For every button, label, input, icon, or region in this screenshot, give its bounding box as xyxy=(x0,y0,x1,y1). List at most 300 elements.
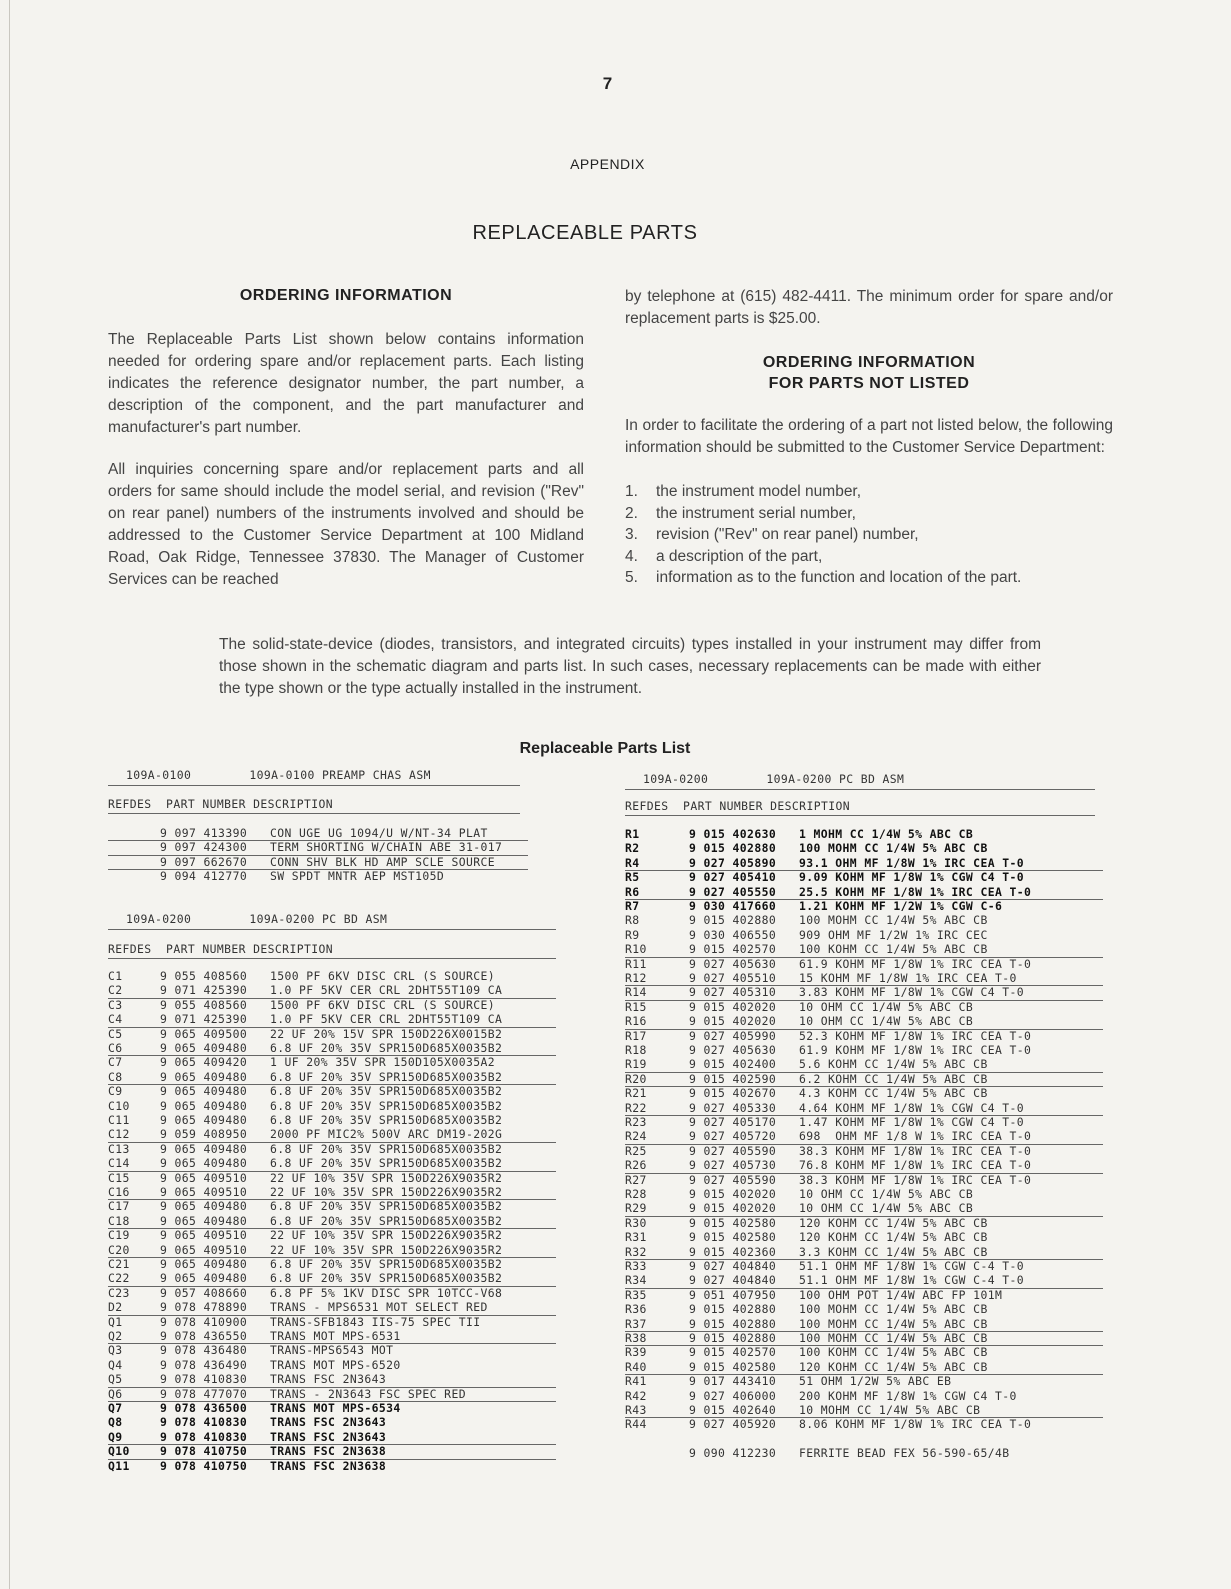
part-number: 9 015 402880 xyxy=(689,913,777,928)
table-row xyxy=(108,855,528,870)
part-number: 9 015 402880 xyxy=(689,1331,777,1345)
list-number: 2. xyxy=(625,504,638,522)
table-row xyxy=(108,1099,556,1113)
part-description: CON UGE UG 1094/U W/NT-34 PLAT xyxy=(270,826,488,840)
list-text: the instrument model number, xyxy=(656,483,862,500)
table-row xyxy=(108,1199,556,1213)
part-number: 9 027 405170 xyxy=(689,1115,777,1129)
table-row xyxy=(625,1302,1103,1316)
part-description: TRANS-MPS6543 MOT xyxy=(270,1343,394,1358)
part-number: 9 078 410830 xyxy=(160,1429,248,1444)
part-description: 6.8 PF 5% 1KV DISC SPR 10TCC-V68 xyxy=(270,1285,503,1300)
ordering-para-1: The Replaceable Parts List shown below contains information needed for ordering spare and/or replacement parts. Each listing indicates the reference designator number, the part number, a description of the component, and the part manufacturer and manufacturer's part number. xyxy=(108,331,584,436)
table-row xyxy=(108,1214,556,1229)
refdes: C22 xyxy=(108,1271,130,1286)
ordering-heading: ORDERING INFORMATION xyxy=(239,287,453,304)
part-description: TRANS MOT MPS-6520 xyxy=(270,1357,401,1372)
table-row xyxy=(625,1201,1103,1216)
part-description: 61.9 KOHM MF 1/8W 1% IRC CEA T-0 xyxy=(799,956,1032,971)
part-number: 9 015 402580 xyxy=(689,1230,777,1245)
refdes: R42 xyxy=(625,1388,647,1403)
part-description: 25.5 KOHM MF 1/8W 1% IRC CEA T-0 xyxy=(799,884,1032,899)
part-number: 9 065 409480 xyxy=(160,1271,248,1286)
refdes: Q10 xyxy=(108,1444,130,1459)
part-description: 100 MOHM CC 1/4W 5% ABC CB xyxy=(799,1302,988,1317)
part-number: 9 078 410750 xyxy=(160,1444,248,1459)
refdes: Q9 xyxy=(108,1429,123,1444)
table-row xyxy=(108,1387,556,1402)
part-number: 9 078 410830 xyxy=(160,1415,248,1430)
refdes: R7 xyxy=(625,899,640,913)
part-number: 9 078 477070 xyxy=(160,1386,248,1401)
refdes: R20 xyxy=(625,1071,647,1086)
refdes: R26 xyxy=(625,1158,647,1173)
list-number: 5. xyxy=(625,569,638,586)
part-number: 9 065 409480 xyxy=(160,1156,248,1171)
table-header: REFDES PART NUMBER DESCRIPTION xyxy=(108,797,333,811)
part-number: 9 065 409480 xyxy=(160,1141,248,1156)
part-number: 9 065 409510 xyxy=(160,1228,248,1243)
refdes: R2 xyxy=(625,841,640,856)
part-description: 120 KOHM CC 1/4W 5% ABC CB xyxy=(799,1230,988,1245)
not-listed-list xyxy=(625,481,1113,589)
part-description: TRANS MOT MPS-6534 xyxy=(270,1401,401,1415)
ordering-para-3: by telephone at (615) 482-4411. The minimum order for spare and/or replacement parts is $25.00. xyxy=(625,288,1113,327)
table-header: REFDES PART NUMBER DESCRIPTION xyxy=(108,942,333,956)
refdes: D2 xyxy=(108,1300,123,1315)
part-description: TERM SHORTING W/CHAIN ABE 31-017 xyxy=(270,840,503,855)
part-description: 10 OHM CC 1/4W 5% ABC CB xyxy=(799,1014,974,1029)
part-number: 9 065 409480 xyxy=(160,1084,248,1099)
table-row xyxy=(108,826,528,841)
part-number: 9 027 405410 xyxy=(689,870,777,885)
part-description: 4.3 KOHM CC 1/4W 5% ABC CB xyxy=(799,1086,988,1101)
part-number: 9 097 413390 xyxy=(160,826,248,840)
rule xyxy=(108,929,556,930)
part-description: 1.0 PF 5KV CER CRL 2DHT55T109 CA xyxy=(270,983,503,998)
not-listed-heading-line-1: ORDERING INFORMATION xyxy=(762,354,976,371)
part-number: 9 065 409480 xyxy=(160,1113,248,1127)
part-number: 9 027 405720 xyxy=(689,1129,777,1144)
table-row xyxy=(625,1029,1103,1043)
list-text: the instrument serial number, xyxy=(656,504,856,522)
part-number: 9 015 402400 xyxy=(689,1057,777,1072)
part-number: 9 030 406550 xyxy=(689,927,777,942)
refdes: C18 xyxy=(108,1213,130,1228)
refdes: R32 xyxy=(625,1244,647,1259)
table-row xyxy=(625,1014,1103,1029)
not-listed-item xyxy=(625,546,1113,568)
refdes: C12 xyxy=(108,1127,130,1142)
refdes: R24 xyxy=(625,1129,647,1144)
part-number: 9 094 412770 xyxy=(160,869,248,884)
part-description: 52.3 KOHM MF 1/8W 1% IRC CEA T-0 xyxy=(799,1028,1032,1043)
part-number: 9 015 402020 xyxy=(689,999,777,1014)
part-number: 9 015 402630 xyxy=(689,827,777,841)
table-row xyxy=(625,1331,1103,1346)
refdes: R36 xyxy=(625,1302,647,1317)
list-text: information as to the function and location of the part. xyxy=(656,569,1022,586)
table-row xyxy=(625,1115,1103,1129)
parts-table-preamp-chassis xyxy=(108,768,528,888)
part-number: 9 015 402670 xyxy=(689,1086,777,1101)
part-number: 9 078 410750 xyxy=(160,1458,248,1473)
refdes: R39 xyxy=(625,1345,647,1360)
part-number: 9 078 478890 xyxy=(160,1300,248,1315)
part-description: 100 MOHM CC 1/4W 5% ABC CB xyxy=(799,1331,988,1345)
table-row xyxy=(108,1286,556,1300)
part-description: FERRITE BEAD FEX 56-590-65/4B xyxy=(799,1445,1010,1460)
part-number: 9 015 402570 xyxy=(689,1345,777,1360)
part-description: TRANS-SFB1843 IIS-75 SPEC TII xyxy=(270,1314,481,1329)
table-row xyxy=(625,1158,1103,1173)
part-description: 100 OHM POT 1/4W ABC FP 101M xyxy=(799,1287,1003,1302)
refdes: C23 xyxy=(108,1285,130,1300)
refdes: Q4 xyxy=(108,1357,123,1372)
assembly-number: 109A-0200 xyxy=(126,912,192,926)
refdes: R4 xyxy=(625,855,640,870)
refdes: C15 xyxy=(108,1170,130,1185)
part-description: 22 UF 10% 35V SPR 150D226X9035R2 xyxy=(270,1242,503,1257)
list-number: 4. xyxy=(625,547,638,565)
part-number: 9 078 410830 xyxy=(160,1372,248,1387)
refdes: R9 xyxy=(625,927,640,942)
table-row xyxy=(108,1142,556,1156)
list-number: 3. xyxy=(625,526,638,543)
part-number: 9 030 417660 xyxy=(689,899,777,913)
part-description: SW SPDT MNTR AEP MST105D xyxy=(270,869,445,884)
part-number: 9 015 402570 xyxy=(689,942,777,957)
table-row xyxy=(625,913,1103,927)
assembly-description: 109A-0200 PC BD ASM xyxy=(766,772,905,786)
part-number: 9 027 404840 xyxy=(689,1273,777,1288)
part-number: 9 015 402580 xyxy=(689,1359,777,1374)
part-description: 22 UF 10% 35V SPR 150D226X9035R2 xyxy=(270,1170,503,1185)
part-description: 38.3 KOHM MF 1/8W 1% IRC CEA T-0 xyxy=(799,1143,1032,1158)
table-row xyxy=(108,1084,556,1098)
table-row xyxy=(625,1273,1103,1288)
part-number: 9 071 425390 xyxy=(160,1012,248,1027)
table-row xyxy=(108,1430,556,1445)
table-row xyxy=(108,1257,556,1271)
part-number: 9 065 409510 xyxy=(160,1185,248,1199)
table-row xyxy=(625,856,1103,871)
table-row xyxy=(625,1446,1103,1460)
table-row xyxy=(108,1070,556,1085)
table-row xyxy=(108,1300,556,1315)
page-title: REPLACEABLE PARTS xyxy=(472,222,698,244)
table-row xyxy=(625,1144,1103,1158)
table-row xyxy=(625,899,1103,913)
refdes: R29 xyxy=(625,1201,647,1216)
table-row xyxy=(625,1345,1103,1359)
refdes: Q3 xyxy=(108,1343,123,1358)
table-row xyxy=(108,983,556,998)
part-number: 9 015 402020 xyxy=(689,1187,777,1201)
part-number: 9 027 405590 xyxy=(689,1143,777,1158)
part-description: 6.8 UF 20% 35V SPR150D685X0035B2 xyxy=(270,1213,503,1228)
refdes: C21 xyxy=(108,1257,130,1271)
refdes: C2 xyxy=(108,983,123,998)
part-number: 9 027 406000 xyxy=(689,1388,777,1403)
table-header: REFDES PART NUMBER DESCRIPTION xyxy=(625,799,850,813)
part-description: 6.8 UF 20% 35V SPR150D685X0035B2 xyxy=(270,1199,503,1214)
assembly-number: 109A-0100 xyxy=(126,768,192,782)
part-description: 6.8 UF 20% 35V SPR150D685X0035B2 xyxy=(270,1041,503,1055)
refdes: C19 xyxy=(108,1228,130,1243)
refdes: R40 xyxy=(625,1359,647,1374)
list-text: revision ("Rev" on rear panel) number, xyxy=(656,526,919,543)
part-number: 9 078 436500 xyxy=(160,1401,248,1415)
parts-list-title: Replaceable Parts List xyxy=(519,740,691,757)
table-row xyxy=(625,957,1103,971)
table-row xyxy=(625,1072,1103,1087)
part-number: 9 078 436490 xyxy=(160,1357,248,1372)
refdes: C4 xyxy=(108,1012,123,1027)
table-row xyxy=(108,1372,556,1387)
part-description: 6.8 UF 20% 35V SPR150D685X0035B2 xyxy=(270,1113,503,1127)
table-row xyxy=(108,1358,556,1372)
part-description: 6.2 KOHM CC 1/4W 5% ABC CB xyxy=(799,1071,988,1086)
part-description: TRANS FSC 2N3643 xyxy=(270,1372,387,1387)
table-row xyxy=(108,1113,556,1127)
table-row xyxy=(108,1329,556,1344)
part-number: 9 071 425390 xyxy=(160,983,248,998)
refdes: R31 xyxy=(625,1230,647,1245)
table-row xyxy=(625,1288,1103,1302)
not-listed-heading-line-2: FOR PARTS NOT LISTED xyxy=(768,375,970,392)
rule xyxy=(625,789,1095,790)
not-listed-item xyxy=(625,503,1113,525)
part-number: 9 015 402880 xyxy=(689,841,777,856)
part-description: TRANS - 2N3643 FSC SPEC RED xyxy=(270,1386,466,1401)
table-row xyxy=(625,1216,1103,1230)
part-number: 9 078 410900 xyxy=(160,1314,248,1329)
refdes: R16 xyxy=(625,1014,647,1029)
part-number: 9 065 409480 xyxy=(160,1213,248,1228)
refdes: C20 xyxy=(108,1242,130,1257)
part-number: 9 015 402880 xyxy=(689,1316,777,1331)
part-description: 6.8 UF 20% 35V SPR150D685X0035B2 xyxy=(270,1141,503,1156)
table-row xyxy=(108,1228,556,1242)
refdes: R37 xyxy=(625,1316,647,1331)
table-row xyxy=(108,1315,556,1329)
part-number: 9 027 405630 xyxy=(689,956,777,971)
part-number: 9 065 409420 xyxy=(160,1055,248,1070)
assembly-description: 109A-0100 PREAMP CHAS ASM xyxy=(249,768,431,782)
list-text: a description of the part, xyxy=(656,547,823,565)
table-row xyxy=(625,971,1103,986)
refdes: R27 xyxy=(625,1172,647,1187)
part-number: 9 055 408560 xyxy=(160,969,248,983)
refdes: C10 xyxy=(108,1098,130,1113)
table-row xyxy=(108,1343,556,1357)
part-number: 9 027 405890 xyxy=(689,855,777,870)
part-description: 22 UF 10% 35V SPR 150D226X9035R2 xyxy=(270,1228,503,1243)
table-row xyxy=(625,885,1103,900)
table-row xyxy=(625,1173,1103,1187)
part-description: 6.8 UF 20% 35V SPR150D685X0035B2 xyxy=(270,1084,503,1099)
part-description: 1500 PF 6KV DISC CRL (S SOURCE) xyxy=(270,969,495,983)
refdes: R1 xyxy=(625,827,640,841)
part-description: 3.3 KOHM CC 1/4W 5% ABC CB xyxy=(799,1244,988,1259)
refdes: R14 xyxy=(625,985,647,1000)
part-description: 6.8 UF 20% 35V SPR150D685X0035B2 xyxy=(270,1069,503,1084)
refdes: C6 xyxy=(108,1041,123,1055)
table-row xyxy=(108,1041,556,1056)
table-row xyxy=(108,969,556,983)
part-description: 698 OHM MF 1/8 W 1% IRC CEA T-0 xyxy=(799,1129,1032,1144)
table-row xyxy=(625,1086,1103,1100)
part-description: 8.06 KOHM MF 1/8W 1% IRC CEA T-0 xyxy=(799,1417,1032,1432)
part-description: 1500 PF 6KV DISC CRL (S SOURCE) xyxy=(270,997,495,1012)
rule xyxy=(108,813,520,814)
part-description: 10 OHM CC 1/4W 5% ABC CB xyxy=(799,1201,974,1216)
rule xyxy=(625,815,1095,816)
refdes: C17 xyxy=(108,1199,130,1214)
parts-table-pc-board-capacitors xyxy=(108,912,568,1482)
refdes: R19 xyxy=(625,1057,647,1072)
part-description: TRANS FSC 2N3643 xyxy=(270,1415,387,1430)
refdes: Q5 xyxy=(108,1372,123,1387)
part-number: 9 065 409510 xyxy=(160,1170,248,1185)
part-number: 9 015 402590 xyxy=(689,1071,777,1086)
refdes: R43 xyxy=(625,1403,647,1417)
refdes: C9 xyxy=(108,1084,123,1099)
part-number: 9 027 405510 xyxy=(689,971,777,985)
part-number: 9 097 662670 xyxy=(160,854,248,869)
table-row xyxy=(108,1171,556,1185)
refdes: C5 xyxy=(108,1026,123,1041)
part-number: 9 065 409480 xyxy=(160,1069,248,1084)
refdes: R33 xyxy=(625,1259,647,1273)
part-number: 9 090 412230 xyxy=(689,1445,777,1460)
part-number: 9 027 405730 xyxy=(689,1158,777,1173)
part-number: 9 065 409500 xyxy=(160,1026,248,1041)
table-row xyxy=(625,827,1103,841)
refdes: R12 xyxy=(625,971,647,985)
part-description: 1.47 KOHM MF 1/8W 1% CGW C4 T-0 xyxy=(799,1115,1024,1129)
part-number: 9 015 402360 xyxy=(689,1244,777,1259)
part-description: 15 KOHM MF 1/8W 1% IRC CEA T-0 xyxy=(799,971,1017,985)
part-description: 100 KOHM CC 1/4W 5% ABC CB xyxy=(799,942,988,957)
not-listed-heading xyxy=(625,352,1113,394)
assembly-line xyxy=(126,768,431,782)
part-number: 9 065 409510 xyxy=(160,1242,248,1257)
table-row xyxy=(625,1259,1103,1273)
part-description: 22 UF 20% 15V SPR 150D226X0015B2 xyxy=(270,1026,503,1041)
part-description: 10 OHM CC 1/4W 5% ABC CB xyxy=(799,999,974,1014)
refdes: Q7 xyxy=(108,1401,123,1415)
part-number: 9 027 405990 xyxy=(689,1028,777,1043)
part-description: 4.64 KOHM MF 1/8W 1% CGW C4 T-0 xyxy=(799,1100,1024,1115)
part-number: 9 059 408950 xyxy=(160,1127,248,1142)
table-row xyxy=(625,1129,1103,1144)
table-row xyxy=(108,1127,556,1142)
table-row xyxy=(108,1185,556,1200)
part-description: CONN SHV BLK HD AMP SCLE SOURCE xyxy=(270,854,495,869)
table-row xyxy=(108,1055,556,1069)
table-row xyxy=(108,998,556,1012)
not-listed-item xyxy=(625,567,1113,589)
not-listed-item xyxy=(625,481,1113,503)
refdes: R22 xyxy=(625,1100,647,1115)
part-number: 9 078 436480 xyxy=(160,1343,248,1358)
table-row xyxy=(625,1417,1103,1431)
refdes: Q2 xyxy=(108,1329,123,1343)
part-description: 200 KOHM MF 1/8W 1% CGW C4 T-0 xyxy=(799,1388,1017,1403)
part-description: 10 MOHM CC 1/4W 5% ABC CB xyxy=(799,1403,981,1417)
part-description: TRANS MOT MPS-6531 xyxy=(270,1329,401,1343)
refdes: C14 xyxy=(108,1156,130,1171)
part-description: TRANS FSC 2N3638 xyxy=(270,1458,387,1473)
part-description: 100 MOHM CC 1/4W 5% ABC CB xyxy=(799,913,988,928)
part-number: 9 015 402880 xyxy=(689,1302,777,1317)
table-row xyxy=(625,870,1103,884)
part-description: 38.3 KOHM MF 1/8W 1% IRC CEA T-0 xyxy=(799,1172,1032,1187)
part-description: 1.0 PF 5KV CER CRL 2DHT55T109 CA xyxy=(270,1012,503,1027)
part-number: 9 027 405630 xyxy=(689,1043,777,1057)
part-description: 120 KOHM CC 1/4W 5% ABC CB xyxy=(799,1359,988,1374)
table-row xyxy=(108,1401,556,1415)
part-description: 100 KOHM CC 1/4W 5% ABC CB xyxy=(799,1345,988,1360)
part-description: 61.9 KOHM MF 1/8W 1% IRC CEA T-0 xyxy=(799,1043,1032,1057)
table-row xyxy=(625,1187,1103,1201)
refdes: R8 xyxy=(625,913,640,928)
assembly-line xyxy=(643,772,904,786)
table-row xyxy=(108,869,528,883)
part-number: 9 015 402580 xyxy=(689,1215,777,1230)
refdes: R30 xyxy=(625,1215,647,1230)
refdes: C1 xyxy=(108,969,123,983)
part-description: 1 MOHM CC 1/4W 5% ABC CB xyxy=(799,827,974,841)
page-number: 7 xyxy=(602,74,613,93)
part-number: 9 015 402020 xyxy=(689,1201,777,1216)
refdes: Q6 xyxy=(108,1386,123,1401)
part-description: 6.8 UF 20% 35V SPR150D685X0035B2 xyxy=(270,1156,503,1171)
part-description: TRANS - MPS6531 MOT SELECT RED xyxy=(270,1300,488,1315)
part-number: 9 078 436550 xyxy=(160,1329,248,1343)
assembly-line xyxy=(126,912,387,926)
refdes: Q1 xyxy=(108,1314,123,1329)
table-row xyxy=(108,840,528,855)
rule xyxy=(108,785,520,786)
refdes: R10 xyxy=(625,942,647,957)
table-row xyxy=(625,1230,1103,1244)
table-row xyxy=(625,1374,1103,1388)
refdes: R11 xyxy=(625,956,647,971)
part-description: 22 UF 10% 35V SPR 150D226X9035R2 xyxy=(270,1185,503,1199)
refdes: C11 xyxy=(108,1113,130,1127)
table-row xyxy=(625,985,1103,1000)
refdes: R18 xyxy=(625,1043,647,1057)
part-description: TRANS FSC 2N3638 xyxy=(270,1444,387,1459)
part-description: 51.1 OHM MF 1/8W 1% CGW C-4 T-0 xyxy=(799,1273,1024,1288)
refdes: R17 xyxy=(625,1028,647,1043)
refdes: R41 xyxy=(625,1374,647,1389)
refdes: R38 xyxy=(625,1331,647,1345)
part-number: 9 055 408560 xyxy=(160,997,248,1012)
table-row xyxy=(108,1027,556,1041)
refdes: C7 xyxy=(108,1055,123,1070)
refdes: R44 xyxy=(625,1417,647,1432)
part-description: 9.09 KOHM MF 1/8W 1% CGW C4 T-0 xyxy=(799,870,1024,885)
refdes: R15 xyxy=(625,999,647,1014)
refdes: C3 xyxy=(108,997,123,1012)
not-listed-intro: In order to facilitate the ordering of a part not listed below, the following information should be submitted to the Customer Service Department: xyxy=(625,417,1113,456)
table-row xyxy=(625,1043,1103,1057)
refdes: R6 xyxy=(625,884,640,899)
